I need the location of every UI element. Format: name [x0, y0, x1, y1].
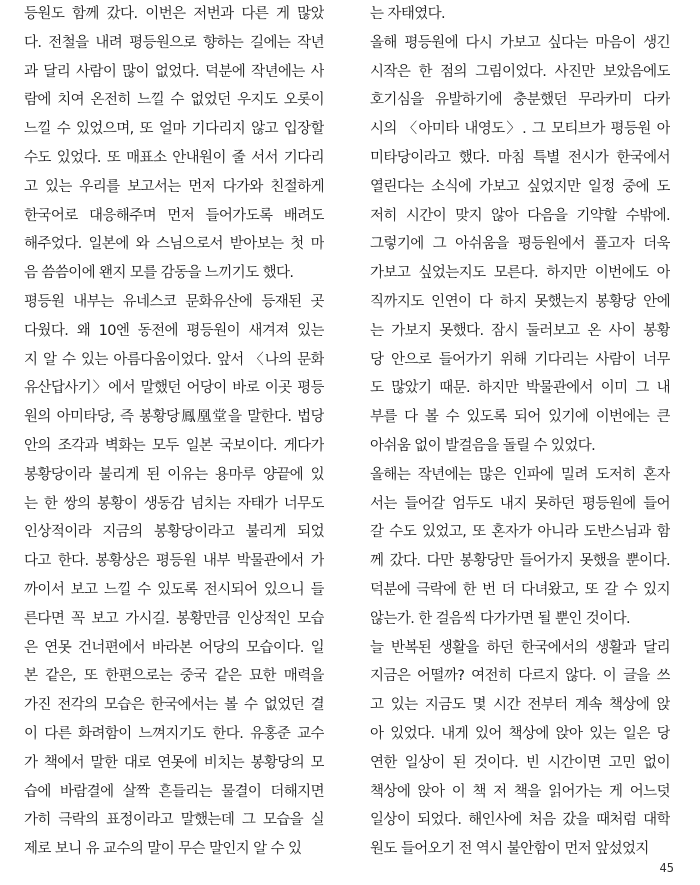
text-line: 연한 일상이 된 것이다. 빈 시간이면 고민 없이 — [370, 754, 670, 771]
text-line: 가히 극락의 표정이라고 말했는데 그 모습을 실 — [24, 812, 324, 829]
text-line: 은 연못 건너편에서 바라본 어당의 모습이다. 일 — [24, 639, 324, 656]
text-line: 직까지도 인연이 다 하지 못했는지 봉황당 안에 — [370, 293, 670, 310]
text-line: 미타당이라고 했다. 마침 특별 전시가 한국에서 — [370, 149, 670, 166]
text-line: 원의 아미타당, 즉 봉황당鳳凰堂을 말한다. 법당 — [24, 409, 324, 426]
left-text-column — [24, 0, 324, 864]
text-line: 느낄 수 있었으며, 또 얼마 기다리지 않고 입장할 — [24, 121, 324, 138]
text-line: 등원도 함께 갔다. 이번은 저번과 다른 게 많았 — [24, 6, 324, 22]
page-number: 45 — [659, 861, 674, 875]
text-line: 본 같은, 또 한편으로는 중국 같은 묘한 매력을 — [24, 668, 324, 685]
text-line: 그렇기에 그 아쉬움을 평등원에서 풀고자 더욱 — [370, 236, 670, 253]
text-line: 과 달리 사람이 많이 없었다. 덕분에 작년에는 사 — [24, 63, 324, 80]
text-line: 다. 전철을 내려 평등원으로 향하는 길에는 작년 — [24, 34, 324, 51]
text-line: 람에 치여 온전히 느낄 수 없었던 우지도 오롯이 — [24, 92, 324, 109]
text-line: 저히 시간이 맞지 않아 다음을 기약할 수밖에. — [370, 207, 670, 224]
text-line: 인상적이라 지금의 봉황당이라고 불리게 되었 — [24, 524, 324, 541]
text-line: 지금은 어떨까? 여전히 다르지 않다. 이 글을 쓰 — [370, 668, 670, 685]
text-line: 는 한 쌍의 봉황이 생동감 넘치는 자태가 너무도 — [24, 495, 324, 512]
text-line: 올해 평등원에 다시 가보고 싶다는 마음이 생긴 — [370, 34, 670, 51]
text-line: 평등원 내부는 유네스코 문화유산에 등재된 곳 — [24, 293, 324, 310]
text-line: 서는 들어갈 엄두도 내지 못하던 평등원에 들어 — [370, 495, 670, 512]
text-line: 습에 바람결에 살짝 흔들리는 물결이 더해지면 — [24, 783, 324, 800]
text-line: 시의 〈아미타 내영도〉. 그 모티브가 평등원 아 — [370, 121, 670, 138]
text-line: 도 많았기 때문. 하지만 박물관에서 이미 그 내 — [370, 380, 670, 397]
text-line: 음 씀씀이에 왠지 모를 감동을 느끼기도 했다. — [24, 265, 294, 282]
text-line: 고 있는 우리를 보고서는 먼저 다가와 친절하게 — [24, 178, 324, 195]
text-line: 까이서 보고 느낄 수 있도록 전시되어 있으니 들 — [24, 581, 324, 598]
text-line: 는 자태였다. — [370, 6, 446, 22]
text-line: 유산답사기〉에서 말했던 어당이 바로 이곳 평등 — [24, 380, 324, 397]
text-line: 가보고 싶었는지도 모른다. 하지만 이번에도 아 — [370, 265, 670, 282]
text-line: 덕분에 극락에 한 번 더 다녀왔고, 또 갈 수 있지 — [370, 581, 670, 598]
text-line: 늘 반복된 생활을 하던 한국에서의 생활과 달리 — [370, 639, 670, 656]
text-line: 수도 있었다. 또 매표소 안내원이 줄 서서 기다리 — [24, 149, 324, 166]
text-line: 올해는 작년에는 많은 인파에 밀려 도저히 혼자 — [370, 466, 670, 483]
text-line: 봉황당이라 불리게 된 이유는 용마루 양끝에 있 — [24, 466, 324, 483]
text-line: 않는가. 한 걸음씩 다가가면 될 뿐인 것이다. — [370, 610, 630, 627]
text-line: 책상에 앉아 이 책 저 책을 읽어가는 게 어느덧 — [370, 783, 670, 800]
text-line: 해주었다. 일본에 와 스님으로서 받아보는 첫 마 — [24, 236, 324, 253]
text-line: 열린다는 소식에 가보고 싶었지만 일정 중에 도 — [370, 178, 670, 195]
text-line: 갈 수도 있었고, 또 혼자가 아니라 도반스님과 함 — [370, 524, 670, 541]
text-line: 제로 보니 유 교수의 말이 무슨 말인지 알 수 있 — [24, 841, 302, 858]
text-line: 지 알 수 있는 아름다움이었다. 앞서 〈나의 문화 — [24, 351, 324, 368]
text-line: 안의 조각과 벽화는 모두 일본 국보이다. 게다가 — [24, 437, 324, 454]
text-line: 가 책에서 말한 대로 연못에 비치는 봉황당의 모 — [24, 754, 324, 771]
text-line: 원도 들어오기 전 역시 불안함이 먼저 앞섰었지 — [370, 841, 649, 858]
text-line: 가진 전각의 모습은 한국에서는 볼 수 없었던 결 — [24, 697, 324, 714]
text-line: 는 가보지 못했다. 잠시 둘러보고 온 사이 봉황 — [370, 322, 670, 339]
text-line: 고 있는 지금도 몇 시간 전부터 계속 책상에 앉 — [370, 697, 670, 714]
right-text-column — [370, 0, 670, 864]
text-line: 부를 다 볼 수 있도록 되어 있기에 이번에는 큰 — [370, 409, 670, 426]
text-line: 이 다른 화려함이 느껴지기도 한다. 유홍준 교수 — [24, 725, 324, 742]
text-line: 른다면 꼭 보고 가시길. 봉황만큼 인상적인 모습 — [24, 610, 324, 627]
text-line: 당 안으로 들어가기 위해 기다리는 사람이 너무 — [370, 351, 670, 368]
text-line: 다웠다. 왜 10엔 동전에 평등원이 새겨져 있는 — [24, 322, 324, 339]
text-line: 아쉬움 없이 발걸음을 돌릴 수 있었다. — [370, 437, 596, 454]
text-line: 아 있었다. 내게 있어 책상에 앉아 있는 일은 당 — [370, 725, 670, 742]
text-line: 께 갔다. 다만 봉황당만 들어가지 못했을 뿐이다. — [370, 553, 670, 570]
text-line: 시작은 한 점의 그림이었다. 사진만 보았음에도 — [370, 63, 670, 80]
text-line: 한국어로 대응해주며 먼저 들어가도록 배려도 — [24, 207, 324, 224]
text-line: 다고 한다. 봉황상은 평등원 내부 박물관에서 가 — [24, 553, 324, 570]
text-line: 호기심을 유발하기에 충분했던 무라카미 다카 — [370, 92, 670, 109]
text-line: 일상이 되었다. 해인사에 처음 갔을 때처럼 대학 — [370, 812, 670, 829]
